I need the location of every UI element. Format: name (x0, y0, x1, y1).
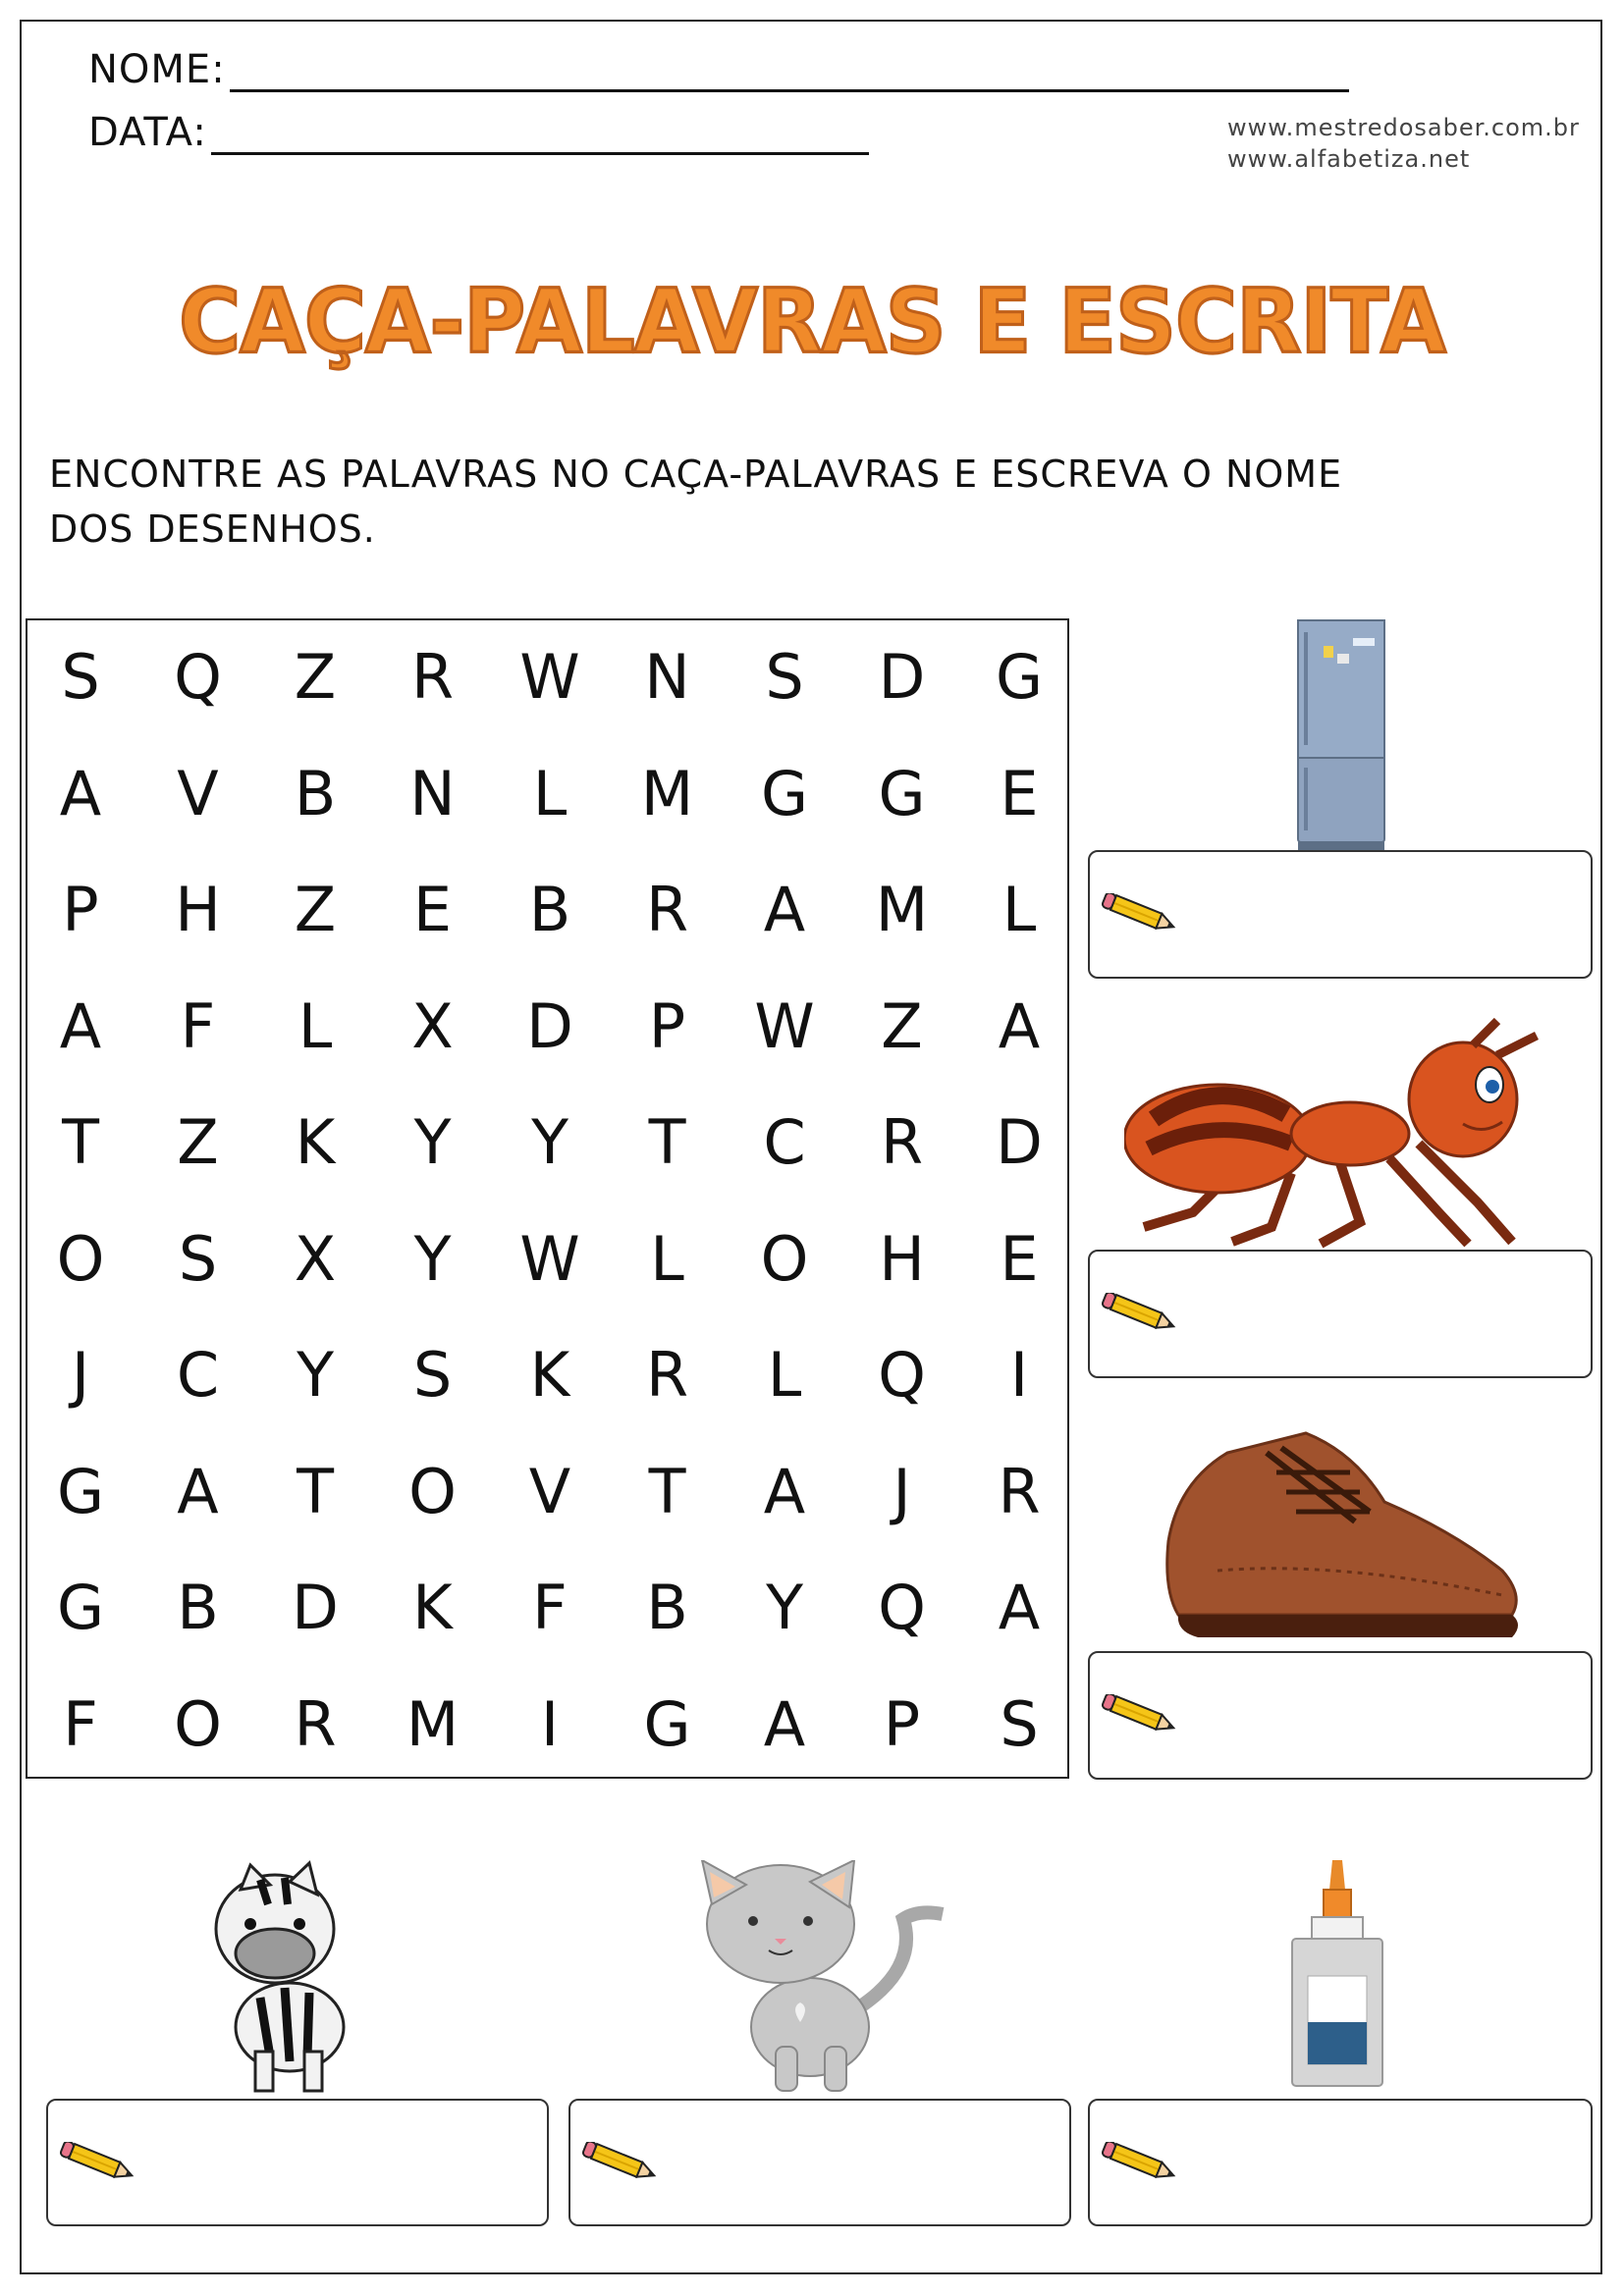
grid-letter[interactable]: D (878, 641, 926, 713)
grid-letter[interactable]: F (532, 1572, 568, 1643)
pencil-icon (578, 2142, 661, 2181)
grid-letter[interactable]: I (540, 1687, 560, 1760)
grid-letter[interactable]: O (760, 1222, 809, 1295)
grid-letter[interactable]: R (645, 874, 689, 945)
refrigerator-illustration (1294, 618, 1388, 852)
grid-letter[interactable]: A (763, 1687, 806, 1760)
date-label: DATA: (88, 110, 207, 155)
grid-letter[interactable]: A (763, 1455, 806, 1527)
grid-letter[interactable]: Z (294, 874, 337, 945)
grid-letter[interactable]: O (408, 1455, 457, 1527)
ant-illustration (1124, 1016, 1556, 1252)
grid-letter[interactable]: T (648, 1106, 686, 1178)
grid-letter[interactable]: P (648, 989, 686, 1062)
grid-letter[interactable]: B (528, 874, 571, 945)
grid-letter[interactable]: B (646, 1572, 688, 1643)
grid-letter[interactable]: A (763, 874, 806, 945)
grid-letter[interactable]: H (879, 1222, 925, 1295)
grid-letter[interactable]: Y (766, 1572, 803, 1643)
grid-letter[interactable]: E (412, 874, 453, 945)
instructions (49, 447, 1561, 557)
grid-letter[interactable]: E (1000, 757, 1039, 829)
grid-letter[interactable]: E (1000, 1222, 1039, 1295)
grid-letter[interactable]: L (650, 1222, 684, 1295)
grid-letter[interactable]: D (292, 1572, 339, 1643)
instruction-line-1: ENCONTRE AS PALAVRAS NO CAÇA-PALAVRAS E ESCREVA O NOME (49, 453, 1343, 496)
grid-letter[interactable]: A (998, 989, 1041, 1062)
grid-letter[interactable]: O (56, 1222, 105, 1295)
grid-letter[interactable]: Z (177, 1106, 219, 1178)
grid-letter[interactable]: X (294, 1222, 337, 1295)
grid-letter[interactable]: Z (294, 641, 337, 713)
grid-letter[interactable]: Q (878, 1572, 926, 1643)
grid-letter[interactable]: W (754, 989, 815, 1062)
grid-letter[interactable]: O (174, 1687, 222, 1760)
grid-letter[interactable]: K (295, 1106, 336, 1178)
grid-letter[interactable]: S (412, 1339, 453, 1411)
page-title: CAÇA-PALAVRAS E ESCRITA (179, 270, 1445, 374)
zebra-illustration (201, 1860, 388, 2096)
site-link-2: www.alfabetiza.net (1227, 145, 1471, 173)
grid-letter[interactable]: G (643, 1687, 691, 1760)
answer-box-refrigerator[interactable] (1088, 850, 1593, 979)
grid-letter[interactable]: S (178, 1222, 218, 1295)
name-field[interactable] (230, 50, 1349, 92)
date-field[interactable] (211, 113, 869, 155)
grid-letter[interactable]: A (59, 989, 102, 1062)
cat-illustration (692, 1860, 947, 2096)
site-link-1: www.mestredosaber.com.br (1227, 114, 1580, 141)
grid-letter[interactable]: J (71, 1339, 90, 1411)
grid-letter[interactable]: R (410, 641, 455, 713)
glue-illustration (1288, 1860, 1386, 2092)
grid-letter[interactable]: R (998, 1455, 1041, 1527)
grid-letter[interactable]: Y (413, 1106, 452, 1178)
grid-letter[interactable]: Q (174, 641, 222, 713)
grid-letter[interactable]: P (62, 874, 99, 945)
pencil-icon (1098, 2142, 1180, 2181)
grid-letter[interactable]: D (996, 1106, 1043, 1178)
instruction-line-2: DOS DESENHOS. (49, 507, 376, 551)
grid-letter[interactable]: S (1000, 1687, 1039, 1760)
pencil-icon (1098, 893, 1180, 933)
grid-letter[interactable]: M (406, 1687, 460, 1760)
answer-box-ant[interactable] (1088, 1250, 1593, 1378)
answer-box-zebra[interactable] (46, 2099, 549, 2226)
grid-letter[interactable]: G (995, 641, 1044, 713)
grid-letter[interactable]: C (176, 1339, 220, 1411)
grid-letter[interactable]: H (175, 874, 221, 945)
answer-box-shoe[interactable] (1088, 1651, 1593, 1780)
grid-letter[interactable]: A (59, 757, 102, 829)
grid-letter[interactable]: J (893, 1455, 911, 1527)
answer-box-cat[interactable] (568, 2099, 1071, 2226)
grid-letter[interactable]: L (1001, 874, 1037, 945)
grid-letter[interactable]: B (294, 757, 337, 829)
pencil-icon (56, 2142, 138, 2181)
name-label: NOME: (88, 47, 226, 92)
grid-letter[interactable]: R (645, 1339, 689, 1411)
shoe-illustration (1159, 1414, 1527, 1649)
grid-letter[interactable]: G (56, 1455, 105, 1527)
grid-letter[interactable]: X (411, 989, 454, 1062)
grid-letter[interactable]: C (763, 1106, 806, 1178)
grid-letter[interactable]: T (62, 1106, 99, 1178)
grid-letter[interactable]: L (532, 757, 568, 829)
grid-letter[interactable]: G (878, 757, 926, 829)
grid-letter[interactable]: K (529, 1339, 570, 1411)
grid-letter[interactable]: G (760, 757, 809, 829)
pencil-icon (1098, 1694, 1180, 1734)
grid-letter[interactable]: Y (531, 1106, 568, 1178)
date-line (88, 110, 869, 155)
grid-letter[interactable]: G (56, 1572, 105, 1643)
grid-letter[interactable]: S (61, 641, 100, 713)
grid-letter[interactable]: N (409, 757, 456, 829)
grid-letter[interactable]: S (765, 641, 804, 713)
grid-letter[interactable]: K (412, 1572, 453, 1643)
grid-letter[interactable]: A (998, 1572, 1041, 1643)
grid-letter[interactable]: L (298, 989, 333, 1062)
grid-letter[interactable]: P (883, 1687, 921, 1760)
answer-box-glue[interactable] (1088, 2099, 1593, 2226)
grid-letter[interactable]: Y (413, 1222, 452, 1295)
grid-letter[interactable]: N (644, 641, 690, 713)
grid-letter[interactable]: R (880, 1106, 924, 1178)
grid-letter[interactable]: D (526, 989, 573, 1062)
grid-letter[interactable]: M (640, 757, 694, 829)
grid-letter[interactable]: T (648, 1455, 686, 1527)
grid-letter[interactable]: I (1009, 1339, 1029, 1411)
grid-letter[interactable]: V (528, 1455, 571, 1527)
grid-letter[interactable]: F (180, 989, 216, 1062)
grid-letter[interactable]: A (177, 1455, 219, 1527)
grid-letter[interactable]: M (875, 874, 929, 945)
pencil-icon (1098, 1293, 1180, 1332)
grid-letter[interactable]: V (177, 757, 219, 829)
grid-letter[interactable]: T (297, 1455, 334, 1527)
grid-letter[interactable]: F (63, 1687, 98, 1760)
grid-letter[interactable]: W (519, 1222, 580, 1295)
grid-letter[interactable]: B (177, 1572, 219, 1643)
grid-letter[interactable]: Z (881, 989, 923, 1062)
name-line (88, 47, 1349, 92)
grid-letter[interactable]: Y (297, 1339, 334, 1411)
grid-letter[interactable]: Q (878, 1339, 926, 1411)
word-search-grid (26, 618, 1069, 1779)
grid-letter[interactable]: L (767, 1339, 802, 1411)
grid-letter[interactable]: R (294, 1687, 337, 1760)
grid-letter[interactable]: W (519, 641, 580, 713)
